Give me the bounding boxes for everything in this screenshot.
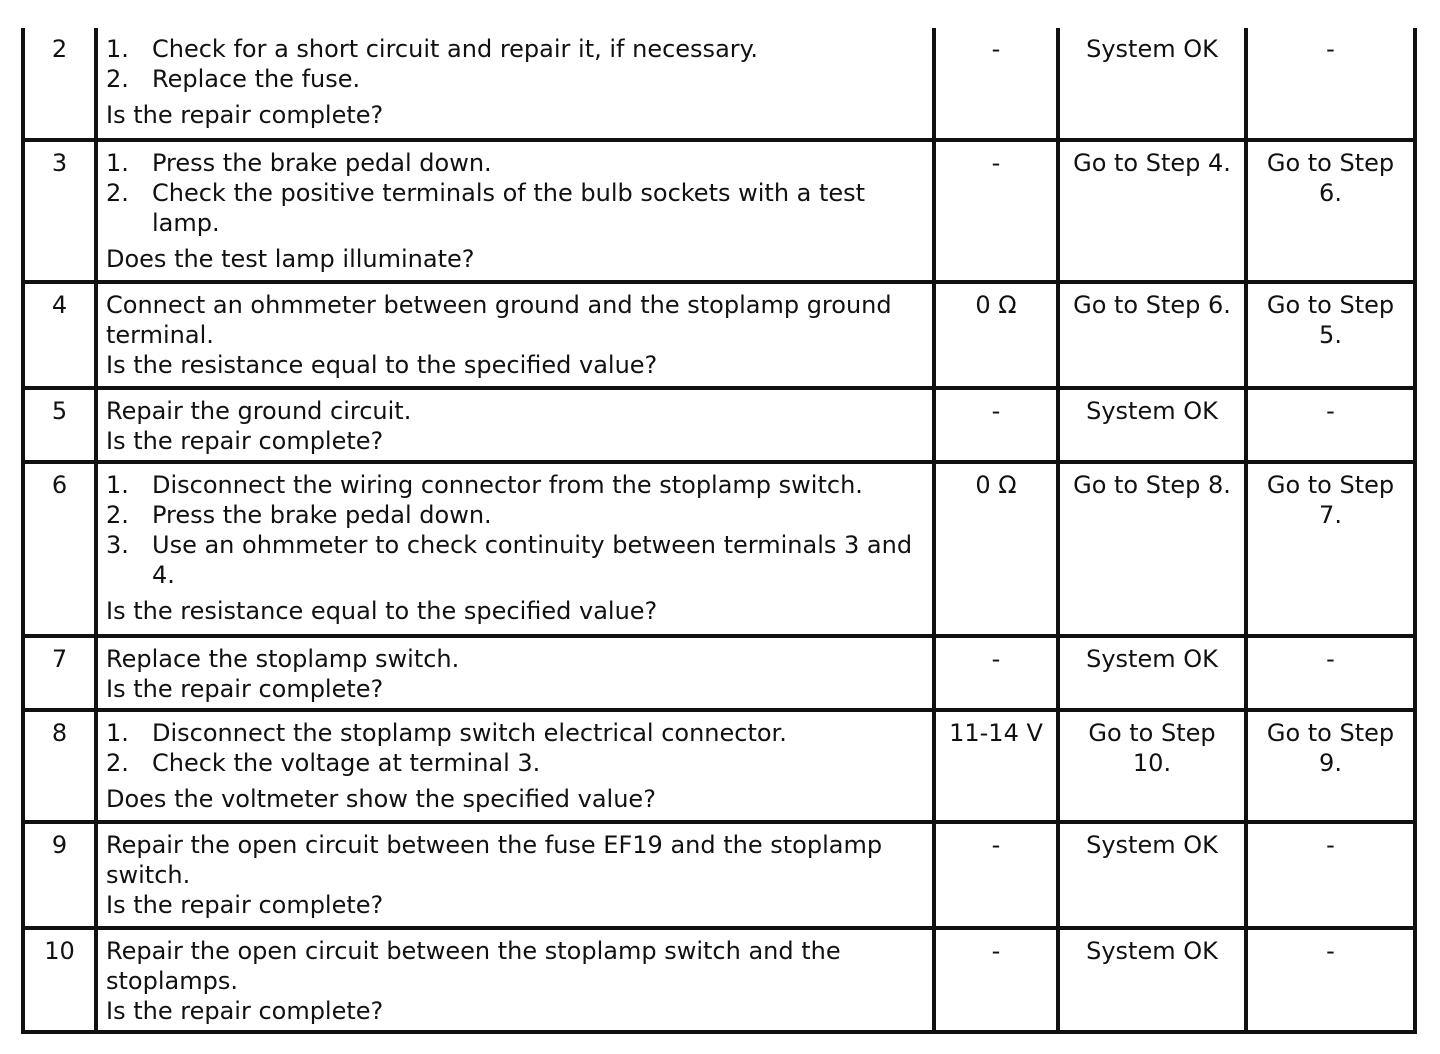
value-cell: - bbox=[934, 28, 1058, 140]
question: Is the repair complete? bbox=[106, 891, 384, 919]
yes-cell: Go to Step 4. bbox=[1058, 140, 1246, 282]
list-item: 2. Check the voltage at terminal 3. bbox=[106, 749, 541, 777]
question: Is the repair complete? bbox=[106, 427, 384, 455]
step-number: 3 bbox=[23, 140, 96, 282]
table-row bbox=[23, 462, 1415, 636]
action-cell bbox=[96, 140, 934, 282]
value-cell: - bbox=[934, 822, 1058, 928]
no-cell: - bbox=[1246, 28, 1415, 140]
table-row bbox=[23, 636, 1415, 710]
no-cell: Go to Step 9. bbox=[1246, 710, 1415, 822]
list-item: 2. Press the brake pedal down. bbox=[106, 501, 492, 529]
diagnostic-table bbox=[21, 28, 1417, 1034]
value-cell: 0 Ω bbox=[934, 462, 1058, 636]
table-row bbox=[23, 710, 1415, 822]
question: Does the voltmeter show the specified value? bbox=[106, 785, 656, 813]
instruction-text: Repair the open circuit between the stoplamp switch and the stoplamps. bbox=[106, 937, 841, 995]
yes-cell: Go to Step 8. bbox=[1058, 462, 1246, 636]
instruction-text: Repair the open circuit between the fuse EF19 and the stoplamp switch. bbox=[106, 831, 883, 889]
list-item: 1. Check for a short circuit and repair it, if necessary. bbox=[106, 35, 759, 63]
list-item: 2. Replace the fuse. bbox=[106, 65, 361, 93]
step-number: 6 bbox=[23, 462, 96, 636]
list-item: 1. Disconnect the wiring connector from the stoplamp switch. bbox=[106, 471, 863, 499]
value-cell: - bbox=[934, 928, 1058, 1032]
question: Is the repair complete? bbox=[106, 997, 384, 1025]
table-row bbox=[23, 282, 1415, 388]
question: Is the repair complete? bbox=[106, 101, 384, 129]
no-cell: - bbox=[1246, 822, 1415, 928]
instruction-text: Replace the stoplamp switch. bbox=[106, 645, 460, 673]
table-row bbox=[23, 822, 1415, 928]
action-cell bbox=[96, 28, 934, 140]
step-number: 7 bbox=[23, 636, 96, 710]
value-cell: 0 Ω bbox=[934, 282, 1058, 388]
step-number: 2 bbox=[23, 28, 96, 140]
instruction-text: Connect an ohmmeter between ground and the stoplamp ground terminal. bbox=[106, 291, 892, 349]
question: Is the repair complete? bbox=[106, 675, 384, 703]
action-cell bbox=[96, 636, 934, 710]
yes-cell: System OK bbox=[1058, 928, 1246, 1032]
action-cell bbox=[96, 928, 934, 1032]
yes-cell: System OK bbox=[1058, 28, 1246, 140]
table-row bbox=[23, 28, 1415, 140]
list-item: 2. Check the positive terminals of the bulb sockets with a test lamp. bbox=[106, 179, 866, 237]
table-row bbox=[23, 140, 1415, 282]
step-number: 9 bbox=[23, 822, 96, 928]
no-cell: Go to Step 7. bbox=[1246, 462, 1415, 636]
action-cell bbox=[96, 822, 934, 928]
list-item: 3. Use an ohmmeter to check continuity between terminals 3 and 4. bbox=[106, 531, 913, 589]
value-cell: - bbox=[934, 636, 1058, 710]
value-cell: 11-14 V bbox=[934, 710, 1058, 822]
table-row bbox=[23, 928, 1415, 1032]
yes-cell: System OK bbox=[1058, 388, 1246, 462]
table-row bbox=[23, 388, 1415, 462]
action-cell bbox=[96, 710, 934, 822]
step-number: 8 bbox=[23, 710, 96, 822]
question: Is the resistance equal to the specified value? bbox=[106, 597, 658, 625]
action-cell bbox=[96, 462, 934, 636]
question: Is the resistance equal to the specified value? bbox=[106, 351, 658, 379]
step-number: 5 bbox=[23, 388, 96, 462]
yes-cell: System OK bbox=[1058, 822, 1246, 928]
yes-cell: Go to Step 6. bbox=[1058, 282, 1246, 388]
no-cell: Go to Step 6. bbox=[1246, 140, 1415, 282]
yes-cell: System OK bbox=[1058, 636, 1246, 710]
action-cell bbox=[96, 282, 934, 388]
list-item: 1. Disconnect the stoplamp switch electrical connector. bbox=[106, 719, 787, 747]
list-item: 1. Press the brake pedal down. bbox=[106, 149, 492, 177]
question: Does the test lamp illuminate? bbox=[106, 245, 475, 273]
yes-cell: Go to Step 10. bbox=[1058, 710, 1246, 822]
step-number: 4 bbox=[23, 282, 96, 388]
value-cell: - bbox=[934, 388, 1058, 462]
instruction-text: Repair the ground circuit. bbox=[106, 397, 412, 425]
action-cell bbox=[96, 388, 934, 462]
step-number: 10 bbox=[23, 928, 96, 1032]
no-cell: - bbox=[1246, 636, 1415, 710]
no-cell: Go to Step 5. bbox=[1246, 282, 1415, 388]
no-cell: - bbox=[1246, 388, 1415, 462]
value-cell: - bbox=[934, 140, 1058, 282]
no-cell: - bbox=[1246, 928, 1415, 1032]
